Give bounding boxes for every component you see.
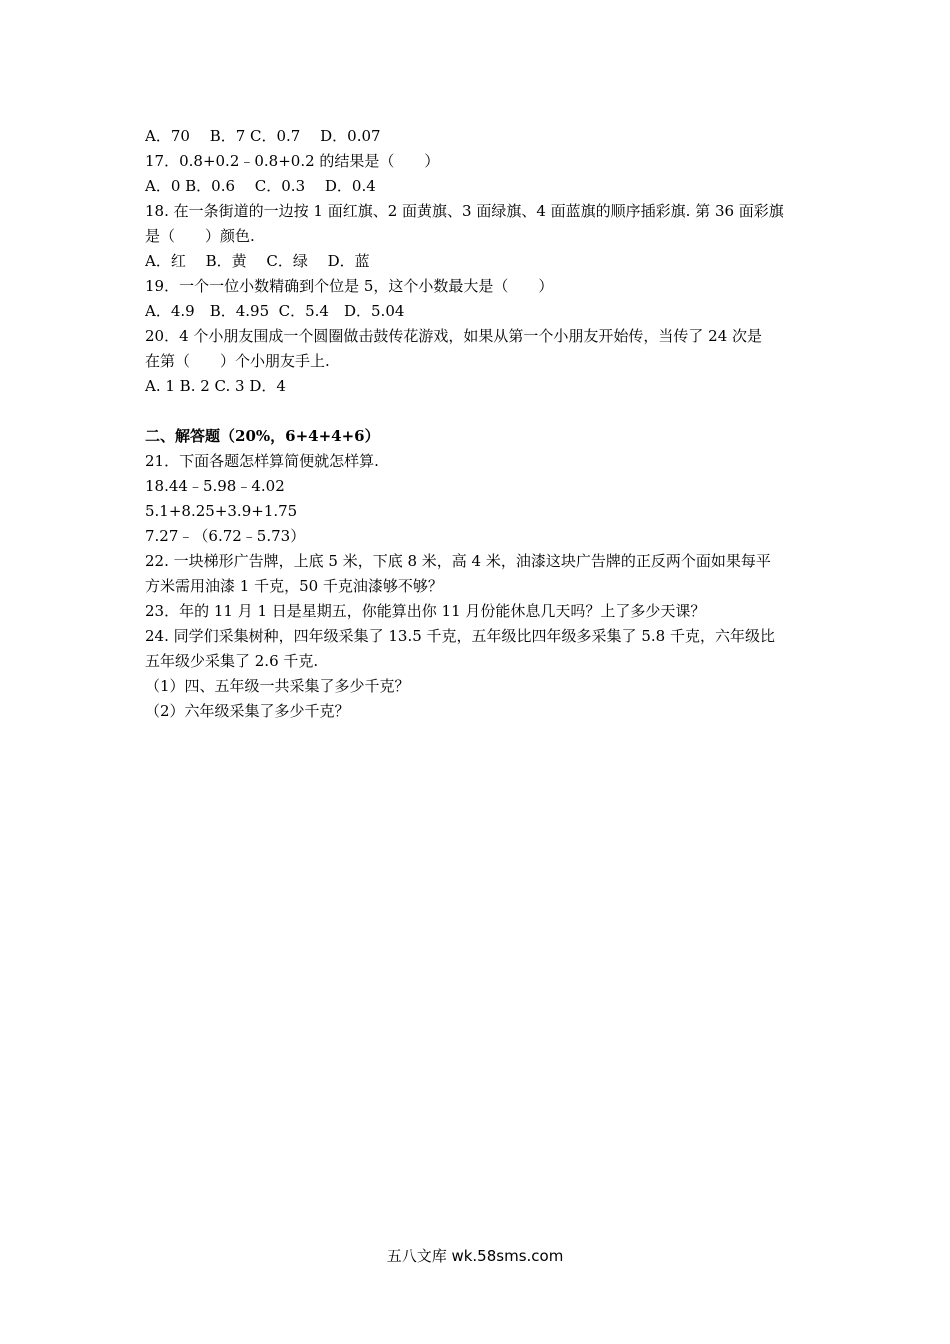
q20-options: A. 1 B. 2 C. 3 D．4: [145, 377, 286, 395]
q18-options: A．红 B．黄 C．绿 D．蓝: [145, 252, 370, 270]
q20-text-line2: 在第（ ）个小朋友手上.: [145, 352, 330, 370]
q19-text: 19．一个一位小数精确到个位是 5，这个小数最大是（ ）: [145, 277, 554, 295]
q21-expr-2: 5.1+8.25+3.9+1.75: [145, 502, 298, 520]
q17-options: A．0 B．0.6 C．0.3 D．0.4: [145, 177, 376, 195]
q16-options: A．70 B．7 C．0.7 D．0.07: [145, 127, 381, 145]
q20-text-line1: 20．4 个小朋友围成一个圆圈做击鼓传花游戏，如果从第一个小朋友开始传，当传了 24 次是: [145, 327, 763, 345]
q22-text-line1: 22. 一块梯形广告牌，上底 5 米，下底 8 米，高 4 米，油漆这块广告牌的正反两个面如果每平: [145, 552, 771, 570]
q24-sub-1: （1）四、五年级一共采集了多少千克？: [145, 677, 410, 695]
q21-text: 21．下面各题怎样算简便就怎样算.: [145, 452, 379, 470]
q24-sub-2: （2）六年级采集了多少千克？: [145, 702, 350, 720]
q23-text: 23．年的 11 月 1 日是星期五，你能算出你 11 月份能休息几天吗？上了多少天课？: [145, 602, 706, 620]
q21-expr-3: 7.27﹣（6.72﹣5.73）: [145, 527, 306, 545]
document-content: [145, 124, 810, 724]
section-spacer: [145, 399, 810, 424]
q21-expr-1: 18.44﹣5.98﹣4.02: [145, 477, 285, 495]
q18-text-line1: 18. 在一条街道的一边按 1 面红旗、2 面黄旗、3 面绿旗、4 面蓝旗的顺序插彩旗. 第 36 面彩旗: [145, 202, 784, 220]
q24-text-line1: 24. 同学们采集树种，四年级采集了 13.5 千克，五年级比四年级多采集了 5.8 千克，六年级比: [145, 627, 775, 645]
section2-heading: 二、解答题（20%，6+4+4+6）: [145, 427, 380, 445]
q24-text-line2: 五年级少采集了 2.6 千克.: [145, 652, 319, 670]
page-footer: 五八文库 wk.58sms.com: [386, 1247, 564, 1265]
q18-text-line2: 是（ ）颜色.: [145, 227, 255, 245]
q22-text-line2: 方米需用油漆 1 千克，50 千克油漆够不够？: [145, 577, 443, 595]
q19-options: A．4.9 B．4.95 C．5.4 D．5.04: [145, 302, 405, 320]
q17-text: 17．0.8+0.2﹣0.8+0.2 的结果是（ ）: [145, 152, 440, 170]
